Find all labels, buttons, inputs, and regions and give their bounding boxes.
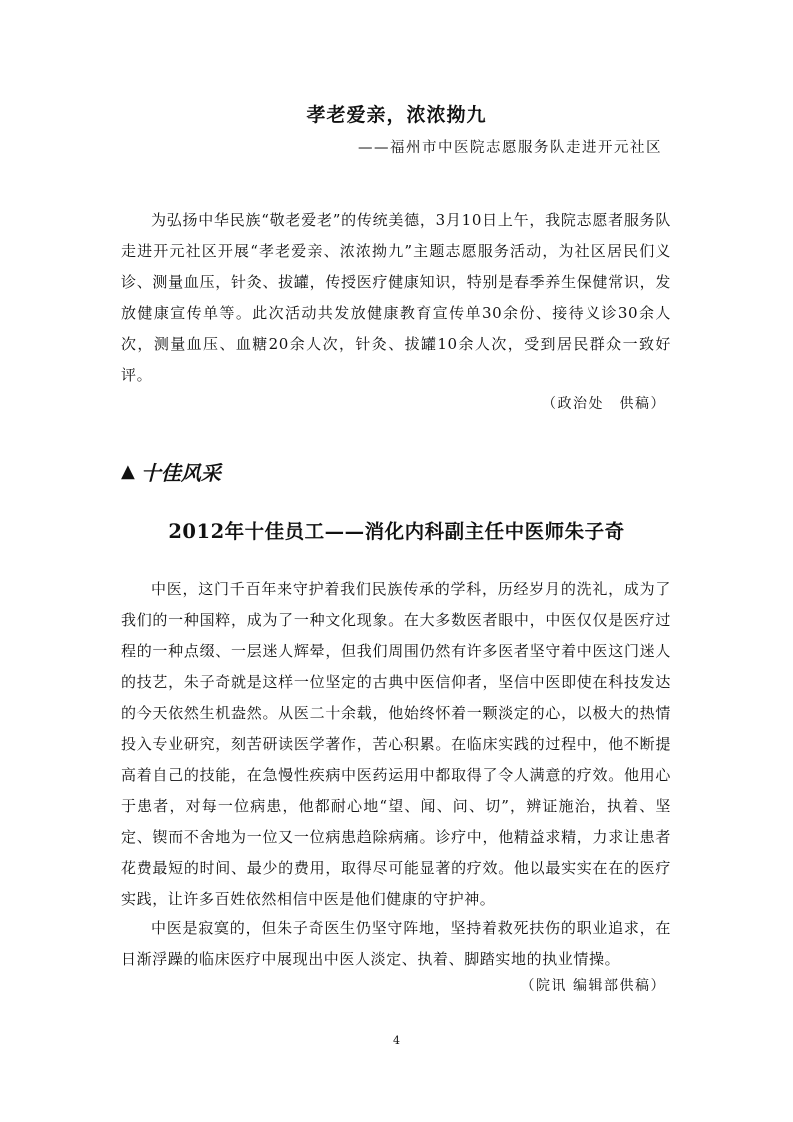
article-credit: （政治处 供稿）: [542, 396, 666, 412]
profile-paragraph: 中医是寂寞的，但朱子奇医生仍坚守阵地，坚持着救死扶伤的职业追求，在日渐浮躁的临床医疗中展现出中医人淡定、执着、脚踏实地的执业情操。: [121, 919, 671, 968]
page-number: 4: [393, 1034, 400, 1047]
article-title: 孝老爱亲，浓浓拗九: [306, 104, 487, 126]
profile-credit: （院讯 编辑部供稿）: [520, 978, 666, 994]
profile-paragraph: 中医，这门千百年来守护着我们民族传承的学科，历经岁月的洗礼，成为了我们的一种国粹，成为了一种文化现象。在大多数医者眼中，中医仅仅是医疗过程的一种点缀、一层迷人辉晕，但我们周围仍然有许多医者坚守着中医这门迷人的技艺，朱子奇就是这样一位坚定的古典中医信仰者，坚信中医即使在科技发达的今天依然生机盎然。从医二十余载，他始终怀着一颗淡定的心，以极大的热情投入专业研究，刻苦研读医学著作，苦心积累。在临床实践的过程中，他不断提高着自己的技能，在急慢性疾病中医药运用中都取得了令人满意的疗效。他用心于患者，对每一位病患，他都耐心地“望、闻、问、切”，辨证施治，执着、坚定、锲而不舍地为一位又一位病患趋除病痛。诊疗中，他精益求精，力求让患者花费最短的时间、最少的费用，取得尽可能显著的疗效。他以最实实在在的医疗实践，让许多百姓依然相信中医是他们健康的守护神。: [121, 580, 671, 908]
article-subtitle: ——福州市中医院志愿服务队走进开元社区: [358, 140, 662, 156]
profile-title: 2012年十佳员工——消化内科副主任中医师朱子奇: [168, 520, 625, 543]
section-heading: [121, 457, 221, 486]
triangle-icon: ▲: [121, 461, 135, 482]
section-label: 十佳风采: [140, 461, 221, 485]
article-body-paragraph: 为弘扬中华民族“敬老爱老”的传统美德，3月10日上午，我院志愿者服务队走进开元社区开展“孝老爱亲、浓浓拗九”主题志愿服务活动，为社区居民们义诊、测量血压，针灸、拔罐，传授医疗健康知识，特别是春季养生保健常识，发放健康宣传单等。此次活动共发放健康教育宣传单30余份、接待义诊30余人次，测量血压、血糖20余人次，针灸、拔罐10余人次，受到居民群众一致好评。: [121, 211, 671, 384]
